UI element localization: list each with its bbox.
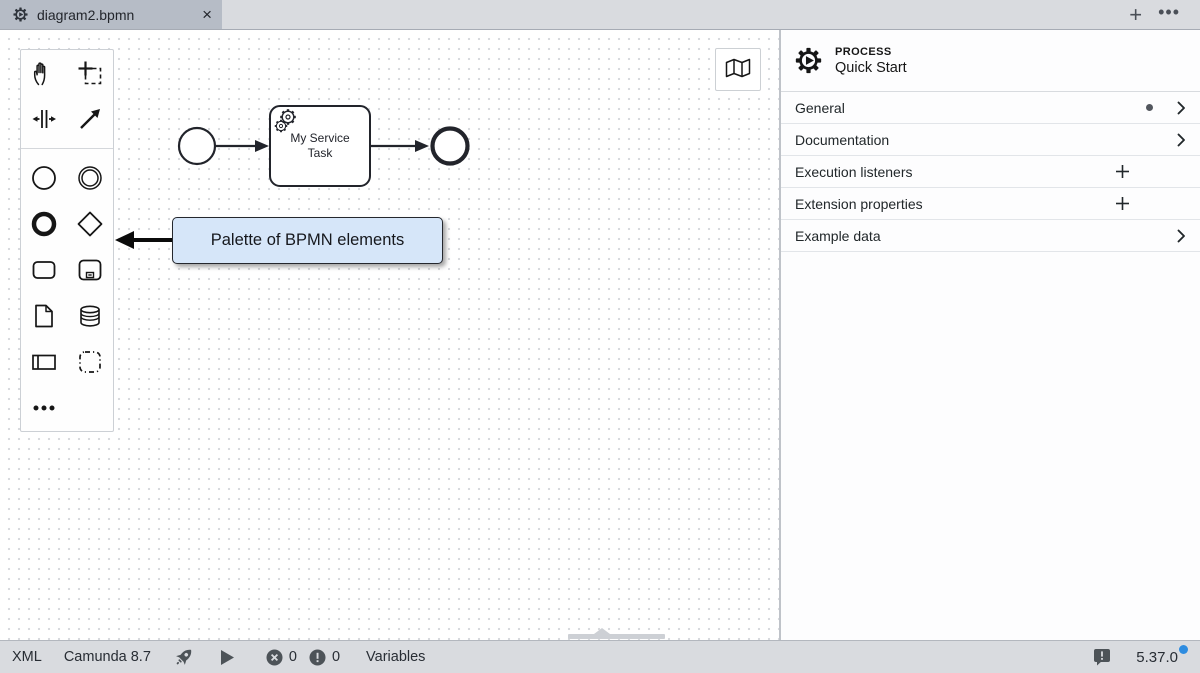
global-connect-tool-icon[interactable] (67, 96, 113, 142)
more-elements-icon[interactable] (21, 385, 67, 431)
hand-tool-icon[interactable] (21, 50, 67, 96)
bpmn-diagram (0, 30, 779, 640)
start-event[interactable] (179, 128, 215, 164)
minimap-toggle-button[interactable] (715, 48, 761, 91)
chevron-right-icon[interactable] (1177, 133, 1186, 147)
lasso-tool-icon[interactable] (67, 50, 113, 96)
warning-icon (309, 649, 326, 666)
element-type-label: PROCESS (835, 45, 892, 58)
create-intermediate-event-icon[interactable] (67, 155, 113, 201)
element-name-label: Quick Start (835, 59, 907, 76)
run-play-icon[interactable] (221, 650, 234, 665)
palette-tooltip (172, 217, 443, 264)
chevron-right-icon[interactable] (1177, 101, 1186, 115)
add-property-button[interactable] (1115, 196, 1130, 211)
xml-toggle[interactable]: XML (12, 649, 42, 665)
tab-overflow-menu-icon[interactable]: ••• (1158, 1, 1180, 22)
error-icon (266, 649, 283, 666)
end-event[interactable] (433, 129, 468, 164)
app-version[interactable]: 5.37.0 (1136, 649, 1178, 666)
service-task[interactable] (270, 106, 370, 186)
bottom-panel-handle[interactable] (568, 634, 665, 639)
bpmn-diagram-icon (13, 7, 28, 22)
svg-text:Task: Task (307, 146, 333, 160)
group-general[interactable]: General (781, 92, 1200, 124)
sequence-flow-1[interactable] (215, 140, 269, 152)
create-start-event-icon[interactable] (21, 155, 67, 201)
palette-tooltip-text: Palette of BPMN elements (210, 231, 405, 249)
callout-arrow (115, 231, 172, 249)
group-extension-properties[interactable]: Extension properties (781, 188, 1200, 220)
map-icon (725, 58, 751, 81)
tab-close-icon[interactable]: × (202, 5, 212, 24)
create-gateway-icon[interactable] (67, 201, 113, 247)
create-group-icon[interactable] (67, 339, 113, 385)
group-execution-listeners[interactable]: Execution listeners (781, 156, 1200, 188)
modified-dot (1146, 104, 1153, 111)
tab-diagram2[interactable] (0, 0, 222, 29)
create-data-store-icon[interactable] (67, 293, 113, 339)
add-listener-button[interactable] (1115, 164, 1130, 179)
feedback-icon[interactable] (1093, 648, 1112, 666)
expand-triangle-icon (594, 628, 610, 634)
deploy-rocket-icon[interactable] (173, 646, 195, 668)
palette-separator (21, 148, 113, 149)
engine-version-button[interactable]: Camunda 8.7 (63, 649, 151, 665)
properties-panel (781, 30, 1200, 640)
create-data-object-icon[interactable] (21, 293, 67, 339)
variables-button[interactable]: Variables (366, 649, 426, 665)
status-bar (0, 640, 1200, 673)
create-end-event-icon[interactable] (21, 201, 67, 247)
tab-bar-actions (1129, 0, 1200, 29)
group-example-data[interactable]: Example data (781, 220, 1200, 252)
tab-bar (0, 0, 1200, 30)
sequence-flow-2[interactable] (371, 140, 429, 152)
error-count: 0 (288, 649, 297, 665)
main-area (0, 30, 1200, 640)
tab-title: diagram2.bpmn (37, 6, 135, 23)
chevron-right-icon[interactable] (1177, 229, 1186, 243)
palette (20, 49, 114, 432)
problems-indicator[interactable] (266, 649, 346, 666)
space-tool-icon[interactable] (21, 96, 67, 142)
svg-text:My Service: My Service (290, 131, 350, 145)
create-task-icon[interactable] (21, 247, 67, 293)
bpmn-canvas[interactable] (0, 30, 781, 640)
group-documentation[interactable]: Documentation (781, 124, 1200, 156)
create-subprocess-icon[interactable] (67, 247, 113, 293)
plus-icon (1115, 164, 1130, 179)
create-participant-icon[interactable] (21, 339, 67, 385)
update-available-dot (1179, 645, 1188, 654)
warning-count: 0 (331, 649, 341, 665)
plus-icon (1115, 196, 1130, 211)
new-tab-button[interactable]: + (1129, 1, 1143, 27)
process-icon (795, 47, 822, 74)
properties-panel-header (781, 30, 1200, 92)
